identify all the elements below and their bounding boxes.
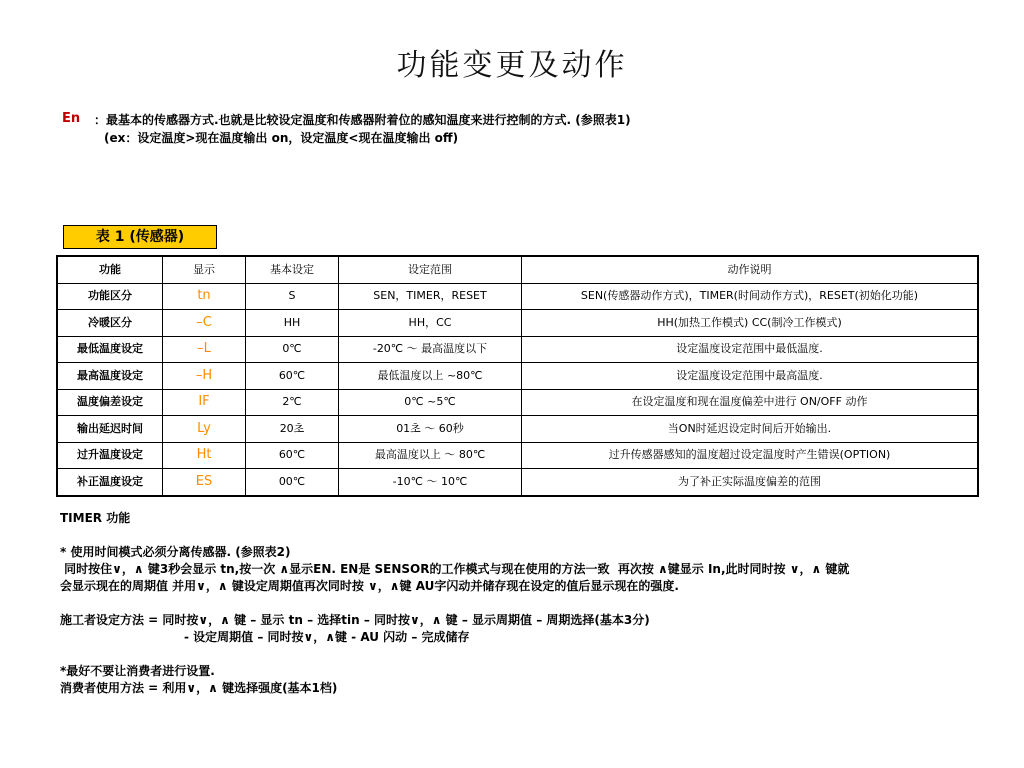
cell-function: 最高温度设定: [57, 363, 163, 390]
timer-instructions-line1: 同时按住∨，∧ 键3秒会显示 tn,按一次 ∧显示EN. EN是 SENSOR的工作模式与现在使用的方法一致 再次按 ∧键显示 In,此时同时按 ∨，∧ 键就: [60, 562, 850, 576]
cell-description: 过升传感器感知的温度超过设定温度时产生错误(OPTION): [522, 442, 979, 469]
header-function: 功能: [57, 256, 163, 283]
cell-function: 冷暖区分: [57, 310, 163, 337]
timer-heading: TIMER 功能: [60, 511, 131, 525]
cell-default: S: [246, 283, 339, 310]
cell-default: HH: [246, 310, 339, 337]
cell-range: 0℃ ~5℃: [339, 389, 522, 416]
cell-display: ES: [163, 469, 246, 496]
cell-description: 设定温度设定范围中最高温度.: [522, 363, 979, 390]
cell-display: Ly: [163, 416, 246, 443]
cell-description: 当ON时延迟设定时间后开始输出.: [522, 416, 979, 443]
cell-function: 过升温度设定: [57, 442, 163, 469]
cell-function: 补正温度设定: [57, 469, 163, 496]
table-row: [57, 283, 978, 310]
header-description: 动作说明: [522, 256, 979, 283]
en-example: (ex：设定温度>现在温度输出 on，设定温度<现在温度输出 off): [104, 131, 459, 145]
cell-default: 00℃: [246, 469, 339, 496]
cell-display: IF: [163, 389, 246, 416]
cell-default: 60℃: [246, 363, 339, 390]
cell-display: –L: [163, 336, 246, 363]
table-row: [57, 469, 978, 496]
cell-display: –C: [163, 310, 246, 337]
table-row: [57, 310, 978, 337]
page-title: 功能变更及动作: [396, 48, 628, 83]
cell-default: 0℃: [246, 336, 339, 363]
cell-function: 功能区分: [57, 283, 163, 310]
table-header-row: [57, 256, 978, 283]
timer-note: * 使用时间模式必须分离传感器. (参照表2): [60, 545, 291, 559]
table-caption: 表 1 (传感器): [63, 225, 217, 249]
table-row: [57, 363, 978, 390]
table-row: [57, 389, 978, 416]
cell-range: 最高温度以上 ～ 80℃: [339, 442, 522, 469]
cell-range: -10℃ ～ 10℃: [339, 469, 522, 496]
consumer-method: 消费者使用方法 = 利用∨，∧ 键选择强度(基本1档): [60, 681, 338, 695]
cell-function: 输出延迟时间: [57, 416, 163, 443]
installer-method: 施工者设定方法 = 同时按∨，∧ 键 – 显示 tn – 选择tin – 同时按∨，∧ 键 – 显示周期值 – 周期选择(基本3分): [60, 613, 650, 627]
en-description: ：最基本的传感器方式.也就是比较设定温度和传感器附着位的感知温度来进行控制的方式. (参照表1): [94, 113, 631, 127]
table-row: [57, 442, 978, 469]
consumer-warning: *最好不要让消费者进行设置.: [60, 664, 215, 678]
cell-description: SEN(传感器动作方式)，TIMER(时间动作方式)，RESET(初始化功能): [522, 283, 979, 310]
table-row: [57, 336, 978, 363]
cell-function: 温度偏差设定: [57, 389, 163, 416]
cell-description: 在设定温度和现在温度偏差中进行 ON/OFF 动作: [522, 389, 979, 416]
cell-range: HH，CC: [339, 310, 522, 337]
cell-description: 设定温度设定范围中最低温度.: [522, 336, 979, 363]
cell-description: HH(加热工作模式) CC(制冷工作模式): [522, 310, 979, 337]
cell-default: 20초: [246, 416, 339, 443]
cell-description: 为了补正实际温度偏差的范围: [522, 469, 979, 496]
cell-display: –H: [163, 363, 246, 390]
cell-default: 60℃: [246, 442, 339, 469]
table-row: [57, 416, 978, 443]
cell-display: tn: [163, 283, 246, 310]
cell-function: 最低温度设定: [57, 336, 163, 363]
installer-method-cont: - 设定周期值 – 同时按∨，∧键 - AU 闪动 – 完成储存: [184, 630, 470, 644]
en-mode-label: En: [62, 111, 81, 126]
cell-default: 2℃: [246, 389, 339, 416]
cell-range: 01초 ～ 60秒: [339, 416, 522, 443]
header-range: 设定范围: [339, 256, 522, 283]
timer-instructions-line2: 会显示现在的周期值 并用∨，∧ 键设定周期值再次同时按 ∨，∧键 AU字闪动并储存现在设定的值后显示现在的强度.: [60, 579, 679, 593]
cell-range: SEN，TIMER，RESET: [339, 283, 522, 310]
cell-range: 最低温度以上 ~80℃: [339, 363, 522, 390]
header-display: 显示: [163, 256, 246, 283]
cell-display: Ht: [163, 442, 246, 469]
cell-range: -20℃ ～ 最高温度以下: [339, 336, 522, 363]
sensor-function-table: [56, 255, 979, 497]
header-default: 基本设定: [246, 256, 339, 283]
